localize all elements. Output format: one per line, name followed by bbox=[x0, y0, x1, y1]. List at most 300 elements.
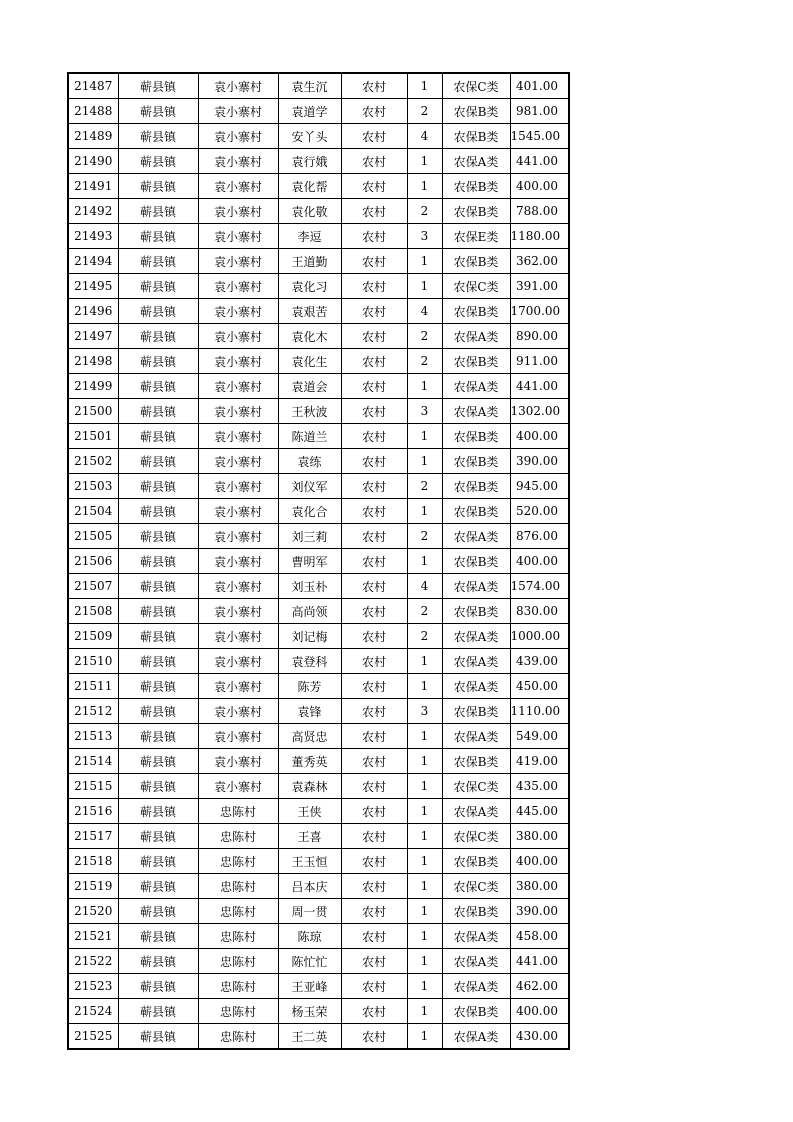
table-row bbox=[68, 949, 569, 974]
residence-type-cell: 农村 bbox=[341, 974, 407, 999]
row-number-cell: 21525 bbox=[68, 1024, 118, 1050]
town-cell: 蕲县镇 bbox=[118, 299, 198, 324]
town-cell: 蕲县镇 bbox=[118, 374, 198, 399]
town-cell: 蕲县镇 bbox=[118, 899, 198, 924]
household-size-cell: 1 bbox=[407, 449, 442, 474]
person-name-cell: 袁行娥 bbox=[278, 149, 341, 174]
table-row bbox=[68, 874, 569, 899]
household-size-cell: 3 bbox=[407, 224, 442, 249]
village-cell: 袁小寨村 bbox=[198, 274, 278, 299]
town-cell: 蕲县镇 bbox=[118, 449, 198, 474]
residence-type-cell: 农村 bbox=[341, 349, 407, 374]
table-row bbox=[68, 99, 569, 124]
household-size-cell: 1 bbox=[407, 924, 442, 949]
household-size-cell: 1 bbox=[407, 999, 442, 1024]
household-size-cell: 3 bbox=[407, 399, 442, 424]
person-name-cell: 王喜 bbox=[278, 824, 341, 849]
village-cell: 忠陈村 bbox=[198, 899, 278, 924]
residence-type-cell: 农村 bbox=[341, 699, 407, 724]
row-number-cell: 21493 bbox=[68, 224, 118, 249]
amount-cell: 391.00 bbox=[510, 274, 569, 299]
town-cell: 蕲县镇 bbox=[118, 399, 198, 424]
row-number-cell: 21522 bbox=[68, 949, 118, 974]
person-name-cell: 吕本庆 bbox=[278, 874, 341, 899]
person-name-cell: 袁练 bbox=[278, 449, 341, 474]
row-number-cell: 21498 bbox=[68, 349, 118, 374]
village-cell: 袁小寨村 bbox=[198, 449, 278, 474]
village-cell: 袁小寨村 bbox=[198, 724, 278, 749]
person-name-cell: 王道勤 bbox=[278, 249, 341, 274]
household-size-cell: 1 bbox=[407, 799, 442, 824]
household-size-cell: 2 bbox=[407, 324, 442, 349]
insurance-category-cell: 农保B类 bbox=[442, 474, 510, 499]
amount-cell: 400.00 bbox=[510, 999, 569, 1024]
amount-cell: 1180.00 bbox=[510, 224, 569, 249]
village-cell: 袁小寨村 bbox=[198, 499, 278, 524]
person-name-cell: 袁锋 bbox=[278, 699, 341, 724]
household-size-cell: 1 bbox=[407, 899, 442, 924]
village-cell: 袁小寨村 bbox=[198, 349, 278, 374]
insurance-category-cell: 农保C类 bbox=[442, 824, 510, 849]
amount-cell: 450.00 bbox=[510, 674, 569, 699]
row-number-cell: 21487 bbox=[68, 73, 118, 99]
row-number-cell: 21492 bbox=[68, 199, 118, 224]
amount-cell: 400.00 bbox=[510, 174, 569, 199]
table-row bbox=[68, 224, 569, 249]
table-row bbox=[68, 724, 569, 749]
table-row bbox=[68, 374, 569, 399]
person-name-cell: 王玉恒 bbox=[278, 849, 341, 874]
person-name-cell: 袁化生 bbox=[278, 349, 341, 374]
row-number-cell: 21502 bbox=[68, 449, 118, 474]
row-number-cell: 21489 bbox=[68, 124, 118, 149]
village-cell: 忠陈村 bbox=[198, 849, 278, 874]
table-row bbox=[68, 924, 569, 949]
amount-cell: 830.00 bbox=[510, 599, 569, 624]
village-cell: 忠陈村 bbox=[198, 1024, 278, 1050]
town-cell: 蕲县镇 bbox=[118, 649, 198, 674]
table-row bbox=[68, 599, 569, 624]
residence-type-cell: 农村 bbox=[341, 524, 407, 549]
town-cell: 蕲县镇 bbox=[118, 599, 198, 624]
person-name-cell: 袁艰苦 bbox=[278, 299, 341, 324]
amount-cell: 890.00 bbox=[510, 324, 569, 349]
insurance-category-cell: 农保A类 bbox=[442, 924, 510, 949]
row-number-cell: 21520 bbox=[68, 899, 118, 924]
village-cell: 忠陈村 bbox=[198, 949, 278, 974]
residence-type-cell: 农村 bbox=[341, 824, 407, 849]
amount-cell: 1302.00 bbox=[510, 399, 569, 424]
person-name-cell: 王亚峰 bbox=[278, 974, 341, 999]
row-number-cell: 21496 bbox=[68, 299, 118, 324]
village-cell: 袁小寨村 bbox=[198, 249, 278, 274]
table-row bbox=[68, 574, 569, 599]
household-size-cell: 1 bbox=[407, 749, 442, 774]
town-cell: 蕲县镇 bbox=[118, 274, 198, 299]
amount-cell: 788.00 bbox=[510, 199, 569, 224]
table-row bbox=[68, 424, 569, 449]
town-cell: 蕲县镇 bbox=[118, 699, 198, 724]
village-cell: 袁小寨村 bbox=[198, 224, 278, 249]
table-row bbox=[68, 324, 569, 349]
table-row bbox=[68, 349, 569, 374]
village-cell: 袁小寨村 bbox=[198, 474, 278, 499]
insurance-category-cell: 农保A类 bbox=[442, 1024, 510, 1050]
town-cell: 蕲县镇 bbox=[118, 724, 198, 749]
residence-type-cell: 农村 bbox=[341, 1024, 407, 1050]
insurance-category-cell: 农保B类 bbox=[442, 249, 510, 274]
amount-cell: 549.00 bbox=[510, 724, 569, 749]
table-row bbox=[68, 799, 569, 824]
household-size-cell: 4 bbox=[407, 124, 442, 149]
row-number-cell: 21490 bbox=[68, 149, 118, 174]
household-size-cell: 1 bbox=[407, 724, 442, 749]
village-cell: 袁小寨村 bbox=[198, 324, 278, 349]
household-size-cell: 1 bbox=[407, 274, 442, 299]
household-size-cell: 1 bbox=[407, 149, 442, 174]
residence-type-cell: 农村 bbox=[341, 849, 407, 874]
table-row bbox=[68, 524, 569, 549]
town-cell: 蕲县镇 bbox=[118, 874, 198, 899]
insurance-category-cell: 农保C类 bbox=[442, 774, 510, 799]
household-size-cell: 1 bbox=[407, 424, 442, 449]
insurance-category-cell: 农保B类 bbox=[442, 174, 510, 199]
person-name-cell: 袁道会 bbox=[278, 374, 341, 399]
table-row bbox=[68, 649, 569, 674]
insurance-category-cell: 农保B类 bbox=[442, 449, 510, 474]
amount-cell: 380.00 bbox=[510, 824, 569, 849]
row-number-cell: 21521 bbox=[68, 924, 118, 949]
row-number-cell: 21519 bbox=[68, 874, 118, 899]
insurance-category-cell: 农保A类 bbox=[442, 324, 510, 349]
insurance-category-cell: 农保A类 bbox=[442, 649, 510, 674]
town-cell: 蕲县镇 bbox=[118, 924, 198, 949]
residence-type-cell: 农村 bbox=[341, 374, 407, 399]
village-cell: 忠陈村 bbox=[198, 799, 278, 824]
town-cell: 蕲县镇 bbox=[118, 124, 198, 149]
person-name-cell: 袁化敬 bbox=[278, 199, 341, 224]
person-name-cell: 董秀英 bbox=[278, 749, 341, 774]
amount-cell: 439.00 bbox=[510, 649, 569, 674]
person-name-cell: 刘玉朴 bbox=[278, 574, 341, 599]
town-cell: 蕲县镇 bbox=[118, 549, 198, 574]
insurance-category-cell: 农保C类 bbox=[442, 73, 510, 99]
household-size-cell: 1 bbox=[407, 674, 442, 699]
household-size-cell: 2 bbox=[407, 624, 442, 649]
row-number-cell: 21497 bbox=[68, 324, 118, 349]
residence-type-cell: 农村 bbox=[341, 449, 407, 474]
table-row bbox=[68, 774, 569, 799]
town-cell: 蕲县镇 bbox=[118, 499, 198, 524]
amount-cell: 876.00 bbox=[510, 524, 569, 549]
amount-cell: 390.00 bbox=[510, 899, 569, 924]
residence-type-cell: 农村 bbox=[341, 499, 407, 524]
household-size-cell: 2 bbox=[407, 524, 442, 549]
household-size-cell: 3 bbox=[407, 699, 442, 724]
table-row bbox=[68, 699, 569, 724]
household-size-cell: 1 bbox=[407, 1024, 442, 1050]
insurance-category-cell: 农保A类 bbox=[442, 399, 510, 424]
table-row bbox=[68, 73, 569, 99]
amount-cell: 911.00 bbox=[510, 349, 569, 374]
row-number-cell: 21518 bbox=[68, 849, 118, 874]
amount-cell: 430.00 bbox=[510, 1024, 569, 1050]
town-cell: 蕲县镇 bbox=[118, 324, 198, 349]
insurance-category-cell: 农保A类 bbox=[442, 949, 510, 974]
row-number-cell: 21504 bbox=[68, 499, 118, 524]
household-size-cell: 1 bbox=[407, 499, 442, 524]
table-row bbox=[68, 999, 569, 1024]
insurance-category-cell: 农保A类 bbox=[442, 624, 510, 649]
residence-type-cell: 农村 bbox=[341, 324, 407, 349]
person-name-cell: 高尚领 bbox=[278, 599, 341, 624]
table-body bbox=[68, 73, 569, 1049]
household-size-cell: 2 bbox=[407, 474, 442, 499]
table-row bbox=[68, 149, 569, 174]
row-number-cell: 21508 bbox=[68, 599, 118, 624]
insurance-category-cell: 农保A类 bbox=[442, 674, 510, 699]
table-row bbox=[68, 899, 569, 924]
amount-cell: 435.00 bbox=[510, 774, 569, 799]
table-row bbox=[68, 449, 569, 474]
residence-type-cell: 农村 bbox=[341, 249, 407, 274]
row-number-cell: 21500 bbox=[68, 399, 118, 424]
table-row bbox=[68, 974, 569, 999]
amount-cell: 400.00 bbox=[510, 849, 569, 874]
table-row bbox=[68, 124, 569, 149]
row-number-cell: 21503 bbox=[68, 474, 118, 499]
town-cell: 蕲县镇 bbox=[118, 224, 198, 249]
insurance-category-cell: 农保B类 bbox=[442, 199, 510, 224]
residence-type-cell: 农村 bbox=[341, 799, 407, 824]
residence-type-cell: 农村 bbox=[341, 299, 407, 324]
amount-cell: 380.00 bbox=[510, 874, 569, 899]
person-name-cell: 刘记梅 bbox=[278, 624, 341, 649]
insurance-category-cell: 农保B类 bbox=[442, 849, 510, 874]
table-row bbox=[68, 624, 569, 649]
insurance-category-cell: 农保B类 bbox=[442, 749, 510, 774]
residence-type-cell: 农村 bbox=[341, 774, 407, 799]
table-row bbox=[68, 1024, 569, 1050]
person-name-cell: 袁化木 bbox=[278, 324, 341, 349]
household-size-cell: 2 bbox=[407, 99, 442, 124]
residence-type-cell: 农村 bbox=[341, 124, 407, 149]
row-number-cell: 21510 bbox=[68, 649, 118, 674]
relief-roster-sheet bbox=[67, 72, 568, 1050]
amount-cell: 1000.00 bbox=[510, 624, 569, 649]
row-number-cell: 21512 bbox=[68, 699, 118, 724]
insurance-category-cell: 农保A类 bbox=[442, 524, 510, 549]
table-row bbox=[68, 549, 569, 574]
table-row bbox=[68, 399, 569, 424]
village-cell: 忠陈村 bbox=[198, 999, 278, 1024]
insurance-category-cell: 农保B类 bbox=[442, 124, 510, 149]
household-size-cell: 1 bbox=[407, 774, 442, 799]
insurance-category-cell: 农保A类 bbox=[442, 974, 510, 999]
table-row bbox=[68, 299, 569, 324]
table-row bbox=[68, 249, 569, 274]
residence-type-cell: 农村 bbox=[341, 999, 407, 1024]
insurance-category-cell: 农保E类 bbox=[442, 224, 510, 249]
household-size-cell: 4 bbox=[407, 299, 442, 324]
person-name-cell: 袁森林 bbox=[278, 774, 341, 799]
town-cell: 蕲县镇 bbox=[118, 424, 198, 449]
town-cell: 蕲县镇 bbox=[118, 849, 198, 874]
row-number-cell: 21513 bbox=[68, 724, 118, 749]
amount-cell: 1110.00 bbox=[510, 699, 569, 724]
town-cell: 蕲县镇 bbox=[118, 999, 198, 1024]
town-cell: 蕲县镇 bbox=[118, 624, 198, 649]
town-cell: 蕲县镇 bbox=[118, 674, 198, 699]
household-size-cell: 4 bbox=[407, 574, 442, 599]
residence-type-cell: 农村 bbox=[341, 174, 407, 199]
residence-type-cell: 农村 bbox=[341, 599, 407, 624]
person-name-cell: 曹明军 bbox=[278, 549, 341, 574]
residence-type-cell: 农村 bbox=[341, 724, 407, 749]
village-cell: 袁小寨村 bbox=[198, 624, 278, 649]
table-row bbox=[68, 274, 569, 299]
village-cell: 忠陈村 bbox=[198, 874, 278, 899]
town-cell: 蕲县镇 bbox=[118, 199, 198, 224]
table-row bbox=[68, 849, 569, 874]
village-cell: 袁小寨村 bbox=[198, 149, 278, 174]
row-number-cell: 21523 bbox=[68, 974, 118, 999]
town-cell: 蕲县镇 bbox=[118, 1024, 198, 1050]
village-cell: 袁小寨村 bbox=[198, 549, 278, 574]
household-size-cell: 1 bbox=[407, 649, 442, 674]
household-size-cell: 2 bbox=[407, 199, 442, 224]
town-cell: 蕲县镇 bbox=[118, 474, 198, 499]
insurance-category-cell: 农保A类 bbox=[442, 724, 510, 749]
amount-cell: 419.00 bbox=[510, 749, 569, 774]
person-name-cell: 袁生沉 bbox=[278, 73, 341, 99]
residence-type-cell: 农村 bbox=[341, 199, 407, 224]
row-number-cell: 21517 bbox=[68, 824, 118, 849]
amount-cell: 462.00 bbox=[510, 974, 569, 999]
table-row bbox=[68, 199, 569, 224]
household-size-cell: 2 bbox=[407, 599, 442, 624]
table-row bbox=[68, 174, 569, 199]
amount-cell: 400.00 bbox=[510, 549, 569, 574]
person-name-cell: 陈忙忙 bbox=[278, 949, 341, 974]
person-name-cell: 王秋波 bbox=[278, 399, 341, 424]
town-cell: 蕲县镇 bbox=[118, 974, 198, 999]
village-cell: 袁小寨村 bbox=[198, 124, 278, 149]
village-cell: 忠陈村 bbox=[198, 974, 278, 999]
household-size-cell: 1 bbox=[407, 974, 442, 999]
village-cell: 袁小寨村 bbox=[198, 674, 278, 699]
town-cell: 蕲县镇 bbox=[118, 524, 198, 549]
village-cell: 袁小寨村 bbox=[198, 699, 278, 724]
amount-cell: 401.00 bbox=[510, 73, 569, 99]
insurance-category-cell: 农保B类 bbox=[442, 549, 510, 574]
insurance-category-cell: 农保A类 bbox=[442, 149, 510, 174]
amount-cell: 362.00 bbox=[510, 249, 569, 274]
amount-cell: 445.00 bbox=[510, 799, 569, 824]
residence-type-cell: 农村 bbox=[341, 749, 407, 774]
residence-type-cell: 农村 bbox=[341, 549, 407, 574]
amount-cell: 390.00 bbox=[510, 449, 569, 474]
village-cell: 袁小寨村 bbox=[198, 199, 278, 224]
residence-type-cell: 农村 bbox=[341, 73, 407, 99]
amount-cell: 458.00 bbox=[510, 924, 569, 949]
town-cell: 蕲县镇 bbox=[118, 99, 198, 124]
row-number-cell: 21511 bbox=[68, 674, 118, 699]
insurance-category-cell: 农保B类 bbox=[442, 299, 510, 324]
amount-cell: 441.00 bbox=[510, 949, 569, 974]
amount-cell: 1574.00 bbox=[510, 574, 569, 599]
town-cell: 蕲县镇 bbox=[118, 799, 198, 824]
insurance-category-cell: 农保A类 bbox=[442, 799, 510, 824]
insurance-category-cell: 农保B类 bbox=[442, 99, 510, 124]
row-number-cell: 21495 bbox=[68, 274, 118, 299]
row-number-cell: 21507 bbox=[68, 574, 118, 599]
town-cell: 蕲县镇 bbox=[118, 574, 198, 599]
household-size-cell: 1 bbox=[407, 374, 442, 399]
amount-cell: 441.00 bbox=[510, 149, 569, 174]
residence-type-cell: 农村 bbox=[341, 474, 407, 499]
table-row bbox=[68, 499, 569, 524]
village-cell: 袁小寨村 bbox=[198, 299, 278, 324]
residence-type-cell: 农村 bbox=[341, 224, 407, 249]
person-name-cell: 袁化习 bbox=[278, 274, 341, 299]
person-name-cell: 王二英 bbox=[278, 1024, 341, 1050]
town-cell: 蕲县镇 bbox=[118, 949, 198, 974]
village-cell: 袁小寨村 bbox=[198, 99, 278, 124]
village-cell: 袁小寨村 bbox=[198, 599, 278, 624]
person-name-cell: 李逗 bbox=[278, 224, 341, 249]
village-cell: 忠陈村 bbox=[198, 824, 278, 849]
row-number-cell: 21506 bbox=[68, 549, 118, 574]
residence-type-cell: 农村 bbox=[341, 924, 407, 949]
person-name-cell: 陈芳 bbox=[278, 674, 341, 699]
residence-type-cell: 农村 bbox=[341, 624, 407, 649]
row-number-cell: 21516 bbox=[68, 799, 118, 824]
person-name-cell: 袁化帮 bbox=[278, 174, 341, 199]
table-row bbox=[68, 674, 569, 699]
person-name-cell: 王侠 bbox=[278, 799, 341, 824]
household-size-cell: 1 bbox=[407, 73, 442, 99]
row-number-cell: 21491 bbox=[68, 174, 118, 199]
town-cell: 蕲县镇 bbox=[118, 249, 198, 274]
household-size-cell: 1 bbox=[407, 874, 442, 899]
village-cell: 袁小寨村 bbox=[198, 424, 278, 449]
insurance-category-cell: 农保A类 bbox=[442, 374, 510, 399]
person-name-cell: 袁登科 bbox=[278, 649, 341, 674]
row-number-cell: 21514 bbox=[68, 749, 118, 774]
household-size-cell: 2 bbox=[407, 349, 442, 374]
residence-type-cell: 农村 bbox=[341, 874, 407, 899]
insurance-category-cell: 农保B类 bbox=[442, 699, 510, 724]
insurance-category-cell: 农保B类 bbox=[442, 424, 510, 449]
village-cell: 袁小寨村 bbox=[198, 524, 278, 549]
row-number-cell: 21509 bbox=[68, 624, 118, 649]
row-number-cell: 21494 bbox=[68, 249, 118, 274]
residence-type-cell: 农村 bbox=[341, 399, 407, 424]
town-cell: 蕲县镇 bbox=[118, 774, 198, 799]
village-cell: 袁小寨村 bbox=[198, 574, 278, 599]
table-row bbox=[68, 749, 569, 774]
residence-type-cell: 农村 bbox=[341, 274, 407, 299]
amount-cell: 1545.00 bbox=[510, 124, 569, 149]
town-cell: 蕲县镇 bbox=[118, 174, 198, 199]
town-cell: 蕲县镇 bbox=[118, 73, 198, 99]
village-cell: 袁小寨村 bbox=[198, 649, 278, 674]
village-cell: 袁小寨村 bbox=[198, 73, 278, 99]
residence-type-cell: 农村 bbox=[341, 574, 407, 599]
person-name-cell: 刘三莉 bbox=[278, 524, 341, 549]
insurance-category-cell: 农保B类 bbox=[442, 999, 510, 1024]
